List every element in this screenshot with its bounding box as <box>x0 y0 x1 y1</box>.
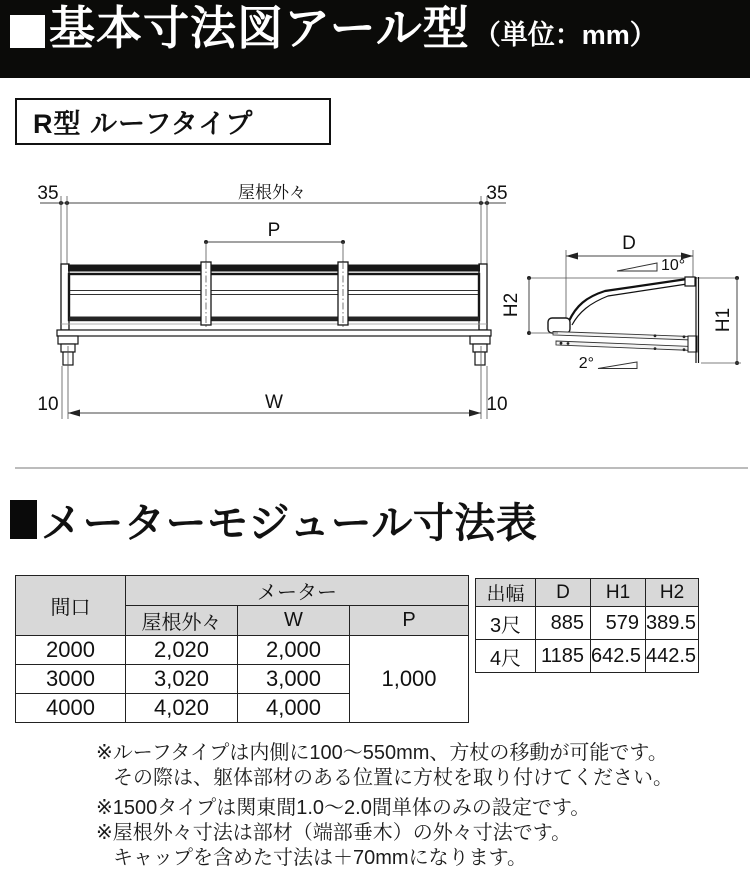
note-marker: ※ <box>96 797 113 819</box>
dim-10-left: 10 <box>37 394 59 415</box>
depth-header-defuku: 出幅 <box>476 579 536 607</box>
note-line <box>96 766 736 791</box>
roof-type-box <box>15 98 331 145</box>
dim-label-h1: H1 <box>713 307 734 333</box>
size-table-subheader-w: W <box>238 606 350 636</box>
note-text: ルーフタイプは内側に100～550mm、方杖の移動が可能です。 <box>112 742 668 764</box>
cell-shaku: 3尺 <box>476 607 536 640</box>
note-line <box>96 796 736 821</box>
cell-maguchi: 3000 <box>16 665 126 694</box>
cell-maguchi: 4000 <box>16 694 126 723</box>
dim-label-w: W <box>265 392 283 413</box>
cell-h1: 579 <box>591 607 646 640</box>
size-table-subheader-p: P <box>350 606 469 636</box>
dim-label-p: P <box>267 220 281 241</box>
depth-header-h1: H1 <box>591 579 646 607</box>
depth-header-h2: H2 <box>646 579 699 607</box>
cell-d: 885 <box>536 607 591 640</box>
dim-label-roof-outer: 屋根外々 <box>238 183 306 202</box>
depth-table <box>475 578 699 673</box>
unit-label: （単位：mm） <box>473 20 657 50</box>
meter-module-table <box>15 575 469 723</box>
cell-roof-outer: 2,020 <box>126 636 238 665</box>
black-square-bullet-icon <box>10 500 37 539</box>
cell-p: 1,000 <box>350 636 469 723</box>
note-marker: ※ <box>96 742 113 764</box>
cell-h1: 642.5 <box>591 640 646 673</box>
dim-35-left: 35 <box>37 183 59 204</box>
note-text: 屋根外々寸法は部材（端部垂木）の外々寸法です。 <box>112 822 572 844</box>
title-banner <box>0 0 750 78</box>
cell-h2: 389.5 <box>646 607 699 640</box>
cell-shaku: 4尺 <box>476 640 536 673</box>
cell-maguchi: 2000 <box>16 636 126 665</box>
size-table-subheader-roof-outer: 屋根外々 <box>126 606 238 636</box>
note-line <box>96 741 736 766</box>
dimension-diagram <box>0 152 750 472</box>
note-text: キャップを含めた寸法は＋70mmになります。 <box>113 847 527 869</box>
cell-d: 1185 <box>536 640 591 673</box>
notes <box>96 741 736 871</box>
size-table-header-meter: メーター <box>126 576 469 606</box>
dim-10-right: 10 <box>486 394 508 415</box>
dim-label-d: D <box>622 233 636 254</box>
note-line <box>96 821 736 846</box>
table-row <box>476 640 699 673</box>
section-title-text: メーターモジュール寸法表 <box>41 500 538 546</box>
cell-roof-outer: 3,020 <box>126 665 238 694</box>
note-text: 1500タイプは関東間1.0～2.0間単体のみの設定です。 <box>112 797 591 819</box>
page-title: 基本寸法図アール型 <box>49 2 470 54</box>
gutter-angle-label: 2° <box>578 355 594 372</box>
cell-roof-outer: 4,020 <box>126 694 238 723</box>
white-square-bullet-icon <box>10 15 45 48</box>
table-row <box>476 607 699 640</box>
cell-w: 4,000 <box>238 694 350 723</box>
cell-w: 2,000 <box>238 636 350 665</box>
cell-h2: 442.5 <box>646 640 699 673</box>
depth-header-d: D <box>536 579 591 607</box>
table-row <box>16 636 469 665</box>
note-line <box>96 846 736 871</box>
roof-type-label: R型 ルーフタイプ <box>33 109 254 139</box>
dim-label-h2: H2 <box>501 292 522 318</box>
roof-angle-label: 10° <box>661 257 686 274</box>
note-text: その際は、躯体部材のある位置に方杖を取り付けてください。 <box>113 767 673 789</box>
cell-w: 3,000 <box>238 665 350 694</box>
size-table-header-maguchi: 間口 <box>16 576 126 636</box>
section-title <box>10 490 537 549</box>
note-marker: ※ <box>96 822 113 844</box>
dim-35-right: 35 <box>486 183 508 204</box>
